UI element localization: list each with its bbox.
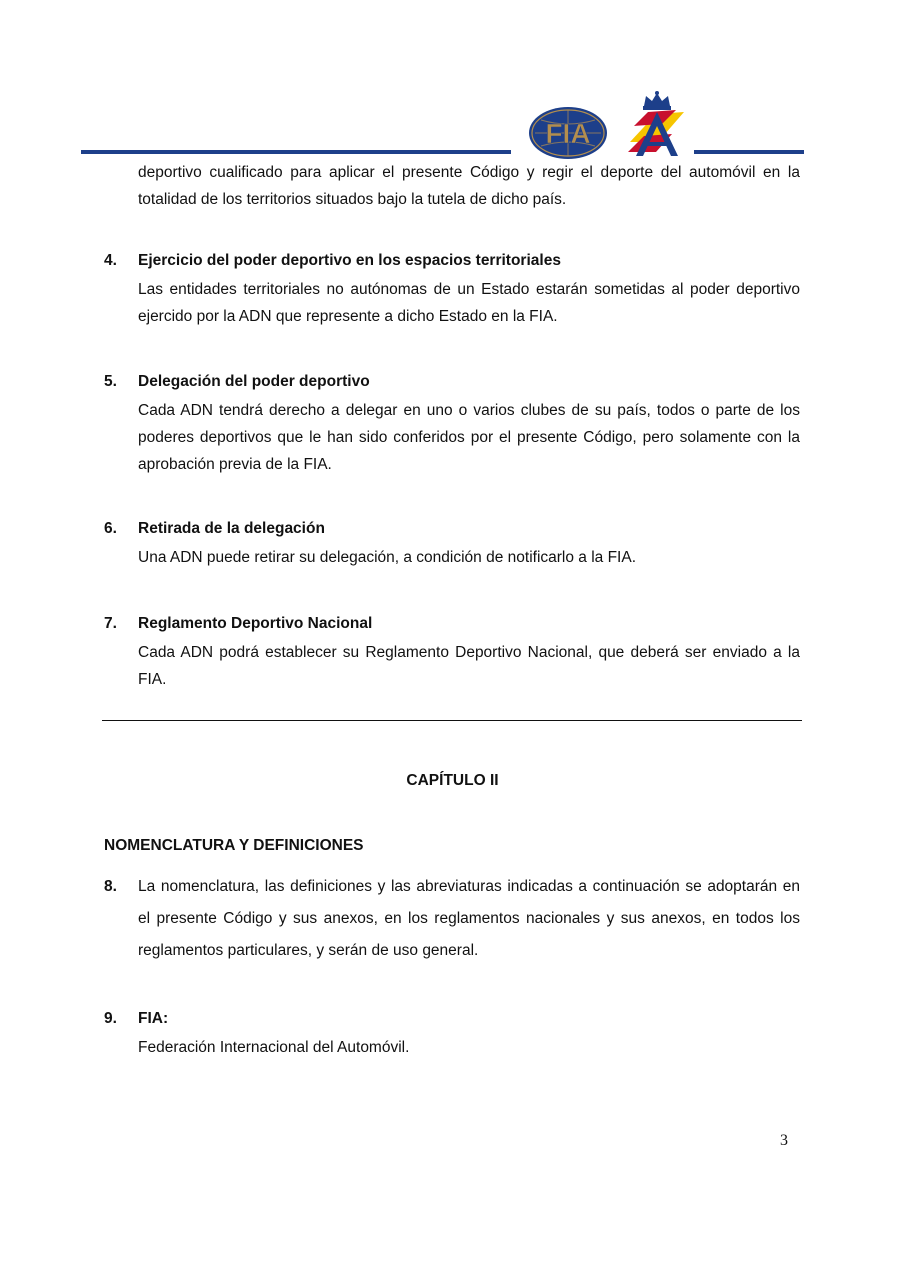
- article-8-text: La nomenclatura, las definiciones y las abreviaturas indicadas a continuación se adoptarán en el presente Código y sus anexos, en los reglamentos nacionales y sus anexos, en todos los reglamentos particulares, y serán de uso general.: [138, 878, 800, 959]
- article-9-heading: FIA:: [138, 1010, 169, 1027]
- article-9-text: Federación Internacional del Automóvil.: [138, 1039, 410, 1056]
- article-7-number: 7.: [104, 615, 117, 632]
- page-number: 3: [780, 1132, 788, 1149]
- rfeda-logo: [626, 90, 688, 156]
- section-divider: [102, 720, 802, 721]
- article-6-text: Una ADN puede retirar su delegación, a condición de notificarlo a la FIA.: [138, 549, 637, 566]
- article-7-heading: Reglamento Deportivo Nacional: [138, 615, 373, 632]
- article-6-heading: Retirada de la delegación: [138, 520, 325, 537]
- intro-paragraph: deportivo cualificado para aplicar el presente Código y regir el deporte del automóvil en la totalidad de los territorios situados bajo la tutela de dicho país.: [138, 164, 800, 208]
- header-rule-left: [81, 150, 511, 154]
- article-5-heading: Delegación del poder deportivo: [138, 373, 370, 390]
- article-9-number: 9.: [104, 1010, 117, 1027]
- article-7-text: Cada ADN podrá establecer su Reglamento Deportivo Nacional, que deberá ser enviado a la FIA.: [138, 644, 800, 688]
- article-6-number: 6.: [104, 520, 117, 537]
- article-4-text: Las entidades territoriales no autónomas de un Estado estarán sometidas al poder deportivo ejercido por la ADN que represente a dicho Estado en la FIA.: [138, 281, 800, 325]
- article-4-heading: Ejercicio del poder deportivo en los espacios territoriales: [138, 252, 561, 269]
- article-5-text: Cada ADN tendrá derecho a delegar en uno o varios clubes de su país, todos o parte de los poderes deportivos que le han sido conferidos por el presente Código, pero solamente con la aprobación previa de la FIA.: [138, 402, 800, 473]
- section-heading: NOMENCLATURA Y DEFINICIONES: [104, 837, 364, 854]
- chapter-title: CAPÍTULO II: [406, 772, 499, 789]
- fia-logo-text: FIA: [545, 118, 591, 149]
- article-8-number: 8.: [104, 878, 117, 895]
- article-5-number: 5.: [104, 373, 117, 390]
- fia-logo: [527, 106, 609, 160]
- article-4-number: 4.: [104, 252, 117, 269]
- header-rule-right: [694, 150, 804, 154]
